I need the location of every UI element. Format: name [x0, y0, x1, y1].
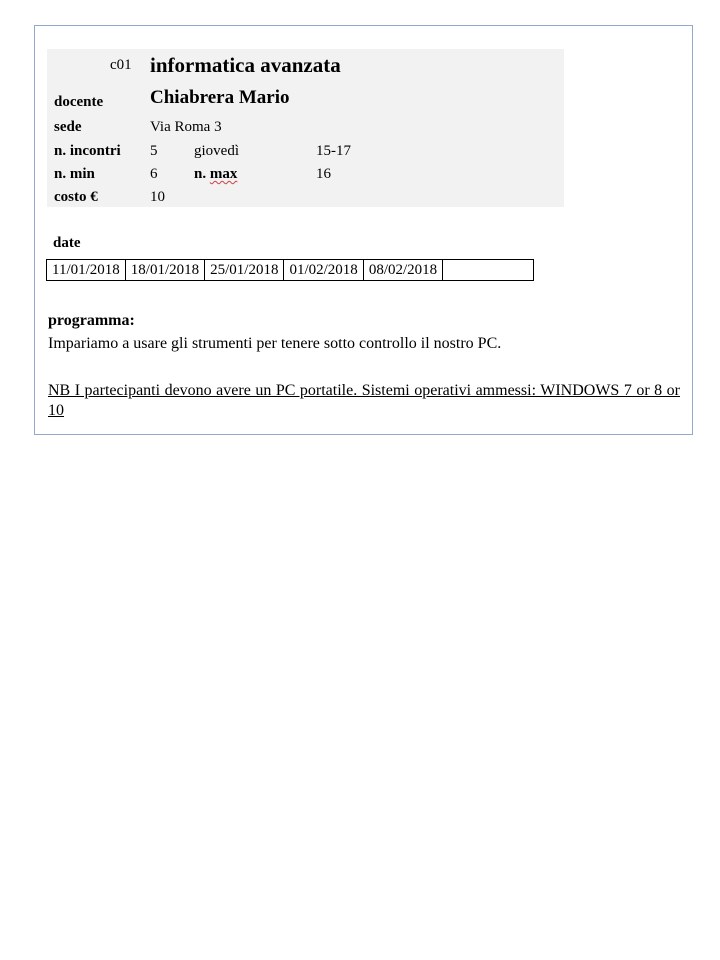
orario-value: 15-17 [316, 143, 351, 159]
date-cell: 25/01/2018 [205, 260, 284, 281]
giorno-value: giovedì [194, 143, 239, 159]
date-cell: 08/02/2018 [363, 260, 442, 281]
dates-row [47, 260, 534, 281]
incontri-label: n. incontri [54, 143, 121, 159]
docente-value: Chiabrera Mario [150, 87, 290, 108]
dates-table [46, 259, 534, 281]
costo-label: costo € [54, 189, 98, 205]
course-title: informatica avanzata [150, 53, 341, 77]
max-label-prefix: n. [194, 166, 210, 182]
date-cell: 11/01/2018 [47, 260, 126, 281]
date-cell-empty [443, 260, 534, 281]
sede-label: sede [54, 119, 82, 135]
max-label-word: max [209, 166, 238, 182]
costo-value: 10 [150, 189, 165, 205]
programma-label: programma: [48, 312, 135, 329]
programma-text: Impariamo a usare gli strumenti per tenere sotto controllo il nostro PC. [48, 335, 502, 352]
date-cell: 18/01/2018 [125, 260, 204, 281]
min-value: 6 [150, 166, 158, 182]
course-code: c01 [110, 57, 132, 73]
max-value: 16 [316, 166, 331, 182]
dates-label: date [53, 235, 81, 251]
min-label: n. min [54, 166, 95, 182]
course-card [34, 25, 693, 435]
date-cell: 01/02/2018 [284, 260, 363, 281]
sede-value: Via Roma 3 [150, 119, 222, 135]
max-label [194, 166, 237, 183]
incontri-value: 5 [150, 143, 158, 159]
nb-note: NB I partecipanti devono avere un PC portatile. Sistemi operativi ammessi: WINDOWS 7 or 8 or 10 [48, 382, 680, 419]
course-info-box [47, 49, 564, 207]
docente-label: docente [54, 94, 104, 110]
